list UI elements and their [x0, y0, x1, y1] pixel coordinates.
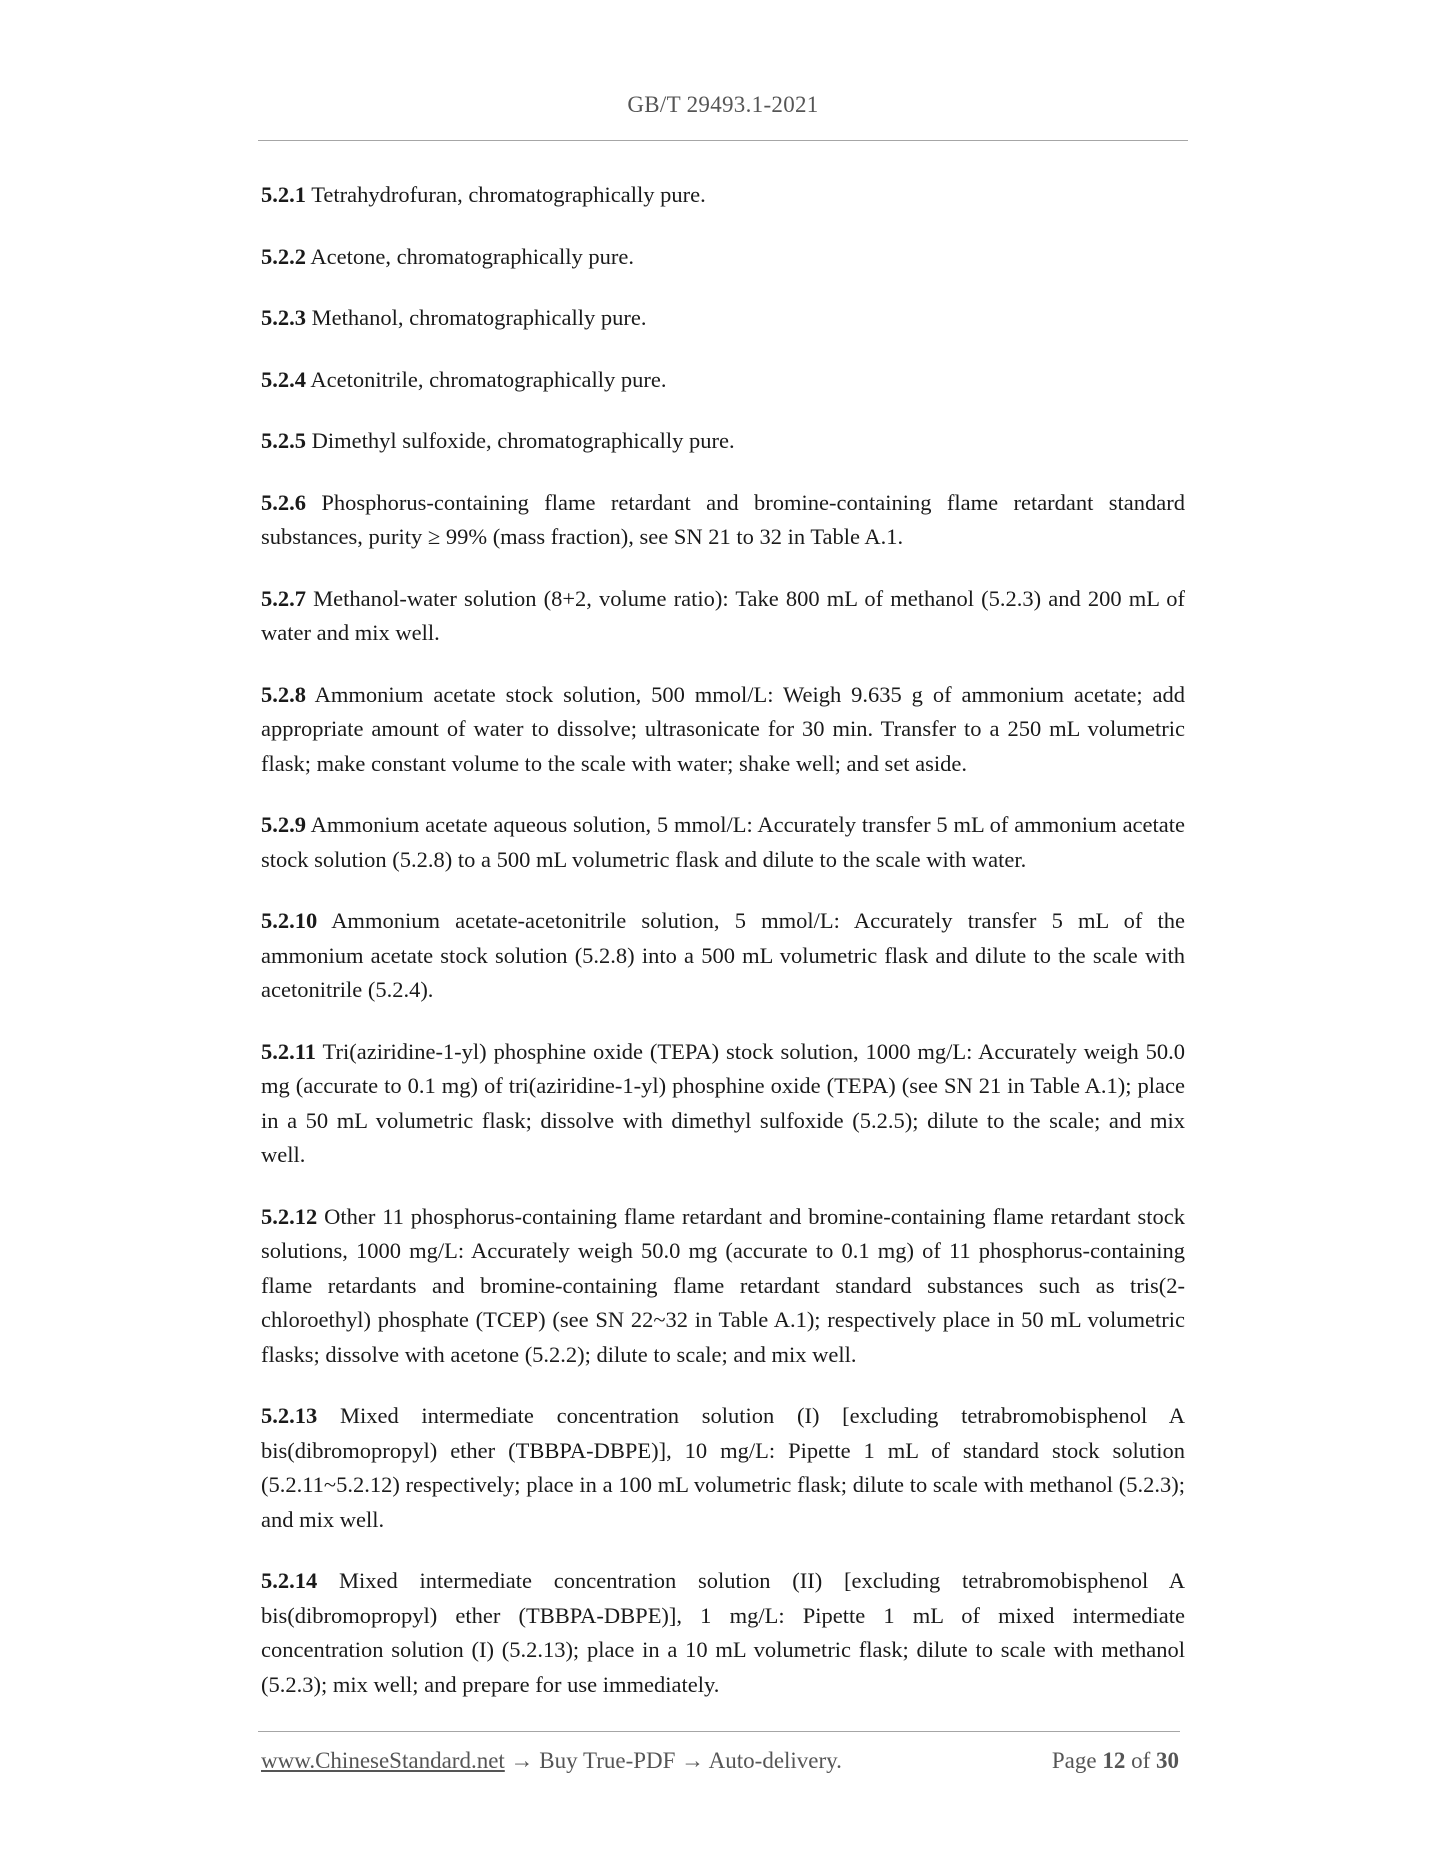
clause-number: 5.2.8 — [261, 681, 306, 707]
clause-number: 5.2.7 — [261, 585, 306, 611]
clause-number: 5.2.13 — [261, 1403, 318, 1428]
clause-5-2-12 — [261, 1200, 1185, 1373]
page-label: Page — [1051, 1748, 1097, 1773]
clause-number: 5.2.3 — [261, 305, 306, 330]
clause-text: Methanol-water solution (8+2, volume ratio): Take 800 mL of methanol (5.2.3) and 200 mL of water and mix well. — [261, 585, 1186, 645]
page-of-label: of — [1131, 1748, 1151, 1773]
document-body — [261, 178, 1185, 1729]
footer-divider — [258, 1731, 1180, 1732]
clause-text: Other 11 phosphorus-containing flame retardant and bromine-containing flame retardant stock solutions, 1000 mg/L: Accurately weigh 50.0 mg (accurate to 0.1 mg) of 11 phosphorus-containing flame retardants and bromine-containing flame retardant standard substances such as tris(2-chloroethyl) phosphate (TCEP) (see SN 22~32 in Table A.1); respectively place in 50 mL volumetric flasks; dissolve with acetone (5.2.2); dilute to scale; and mix well. — [261, 1203, 1185, 1367]
clause-5-2-13 — [261, 1399, 1185, 1537]
clause-text: Ammonium acetate-acetonitrile solution, 5 mmol/L: Accurately transfer 5 mL of the ammonium acetate stock solution (5.2.8) into a 500 mL volumetric flask and dilute to the scale with acetonitrile (5.2.4). — [261, 908, 1185, 1002]
clause-text: Ammonium acetate aqueous solution, 5 mmol/L: Accurately transfer 5 mL of ammonium acetate stock solution (5.2.8) to a 500 mL volumetric flask and dilute to the scale with water. — [261, 812, 1185, 872]
clause-5-2-7 — [261, 582, 1185, 651]
clause-5-2-2 — [261, 240, 1185, 275]
clause-number: 5.2.5 — [261, 428, 306, 453]
clause-5-2-4 — [261, 363, 1185, 398]
clause-text: Acetone, chromatographically pure. — [310, 243, 635, 269]
clause-number: 5.2.1 — [261, 182, 306, 207]
clause-number: 5.2.6 — [261, 489, 306, 515]
page-total: 30 — [1156, 1748, 1179, 1773]
clause-number: 5.2.4 — [261, 366, 306, 392]
clause-number: 5.2.10 — [261, 908, 318, 933]
site-link[interactable]: www.ChineseStandard.net — [261, 1748, 505, 1773]
clause-number: 5.2.9 — [261, 812, 306, 837]
promo-text: → Buy True-PDF → Auto-delivery. — [504, 1748, 842, 1773]
clause-5-2-9 — [261, 808, 1185, 877]
clause-5-2-8 — [261, 678, 1185, 782]
clause-5-2-1 — [261, 178, 1185, 213]
header-divider — [258, 140, 1188, 141]
clause-number: 5.2.12 — [261, 1203, 318, 1229]
clause-5-2-5 — [261, 424, 1185, 459]
clause-text: Tetrahydrofuran, chromatographically pure. — [311, 182, 706, 207]
clause-5-2-6 — [261, 486, 1185, 555]
clause-text: Ammonium acetate stock solution, 500 mmol/L: Weigh 9.635 g of ammonium acetate; add appropriate amount of water to dissolve; ultrasonicate for 30 min. Transfer to a 250 mL volumetric flask; make constant volume to the scale with water; shake well; and set aside. — [261, 681, 1185, 776]
clause-text: Mixed intermediate concentration solution (II) [excluding tetrabromobisphenol A bis(dibromopropyl) ether (TBBPA-DBPE)], 1 mg/L: Pipette 1 mL of mixed intermediate concentration solution (I) (5.2.13); place in a 10 mL volumetric flask; dilute to scale with methanol (5.2.3); mix well; and prepare for use immediately. — [261, 1568, 1186, 1697]
clause-text: Dimethyl sulfoxide, chromatographically pure. — [311, 428, 735, 453]
page-current: 12 — [1102, 1748, 1126, 1773]
clause-5-2-3 — [261, 301, 1185, 336]
clause-text: Methanol, chromatographically pure. — [311, 305, 647, 330]
clause-text: Tri(aziridine-1-yl) phosphine oxide (TEPA) stock solution, 1000 mg/L: Accurately weigh 50.0 mg (accurate to 0.1 mg) of tri(aziridine-1-yl) phosphine oxide (TEPA) (see SN 21 in Table A.1); place in a 50 mL volumetric flask; dissolve with dimethyl sulfoxide (5.2.5); dilute to the scale; and mix well. — [261, 1038, 1186, 1167]
clause-number: 5.2.11 — [261, 1038, 317, 1064]
clause-text: Mixed intermediate concentration solution (I) [excluding tetrabromobisphenol A bis(dibromopropyl) ether (TBBPA-DBPE)], 10 mg/L: Pipette 1 mL of standard stock solution (5.2.11~5.2.12) respectively; place in a 100 mL volumetric flask; dilute to scale with methanol (5.2.3); and mix well. — [261, 1403, 1185, 1532]
clause-5-2-11 — [261, 1035, 1185, 1173]
clause-5-2-14 — [261, 1564, 1185, 1702]
clause-number: 5.2.14 — [261, 1568, 318, 1593]
clause-text: Phosphorus-containing flame retardant and bromine-containing flame retardant standard substances, purity ≥ 99% (mass fraction), see SN 21 to 32 in Table A.1. — [261, 489, 1186, 549]
clause-5-2-10 — [261, 904, 1185, 1008]
clause-number: 5.2.2 — [261, 243, 306, 269]
footer-promo — [261, 1748, 842, 1774]
clause-text: Acetonitrile, chromatographically pure. — [310, 366, 667, 392]
page-header — [258, 92, 1188, 118]
standard-code: GB/T 29493.1-2021 — [627, 92, 819, 117]
page-indicator — [1052, 1748, 1179, 1774]
